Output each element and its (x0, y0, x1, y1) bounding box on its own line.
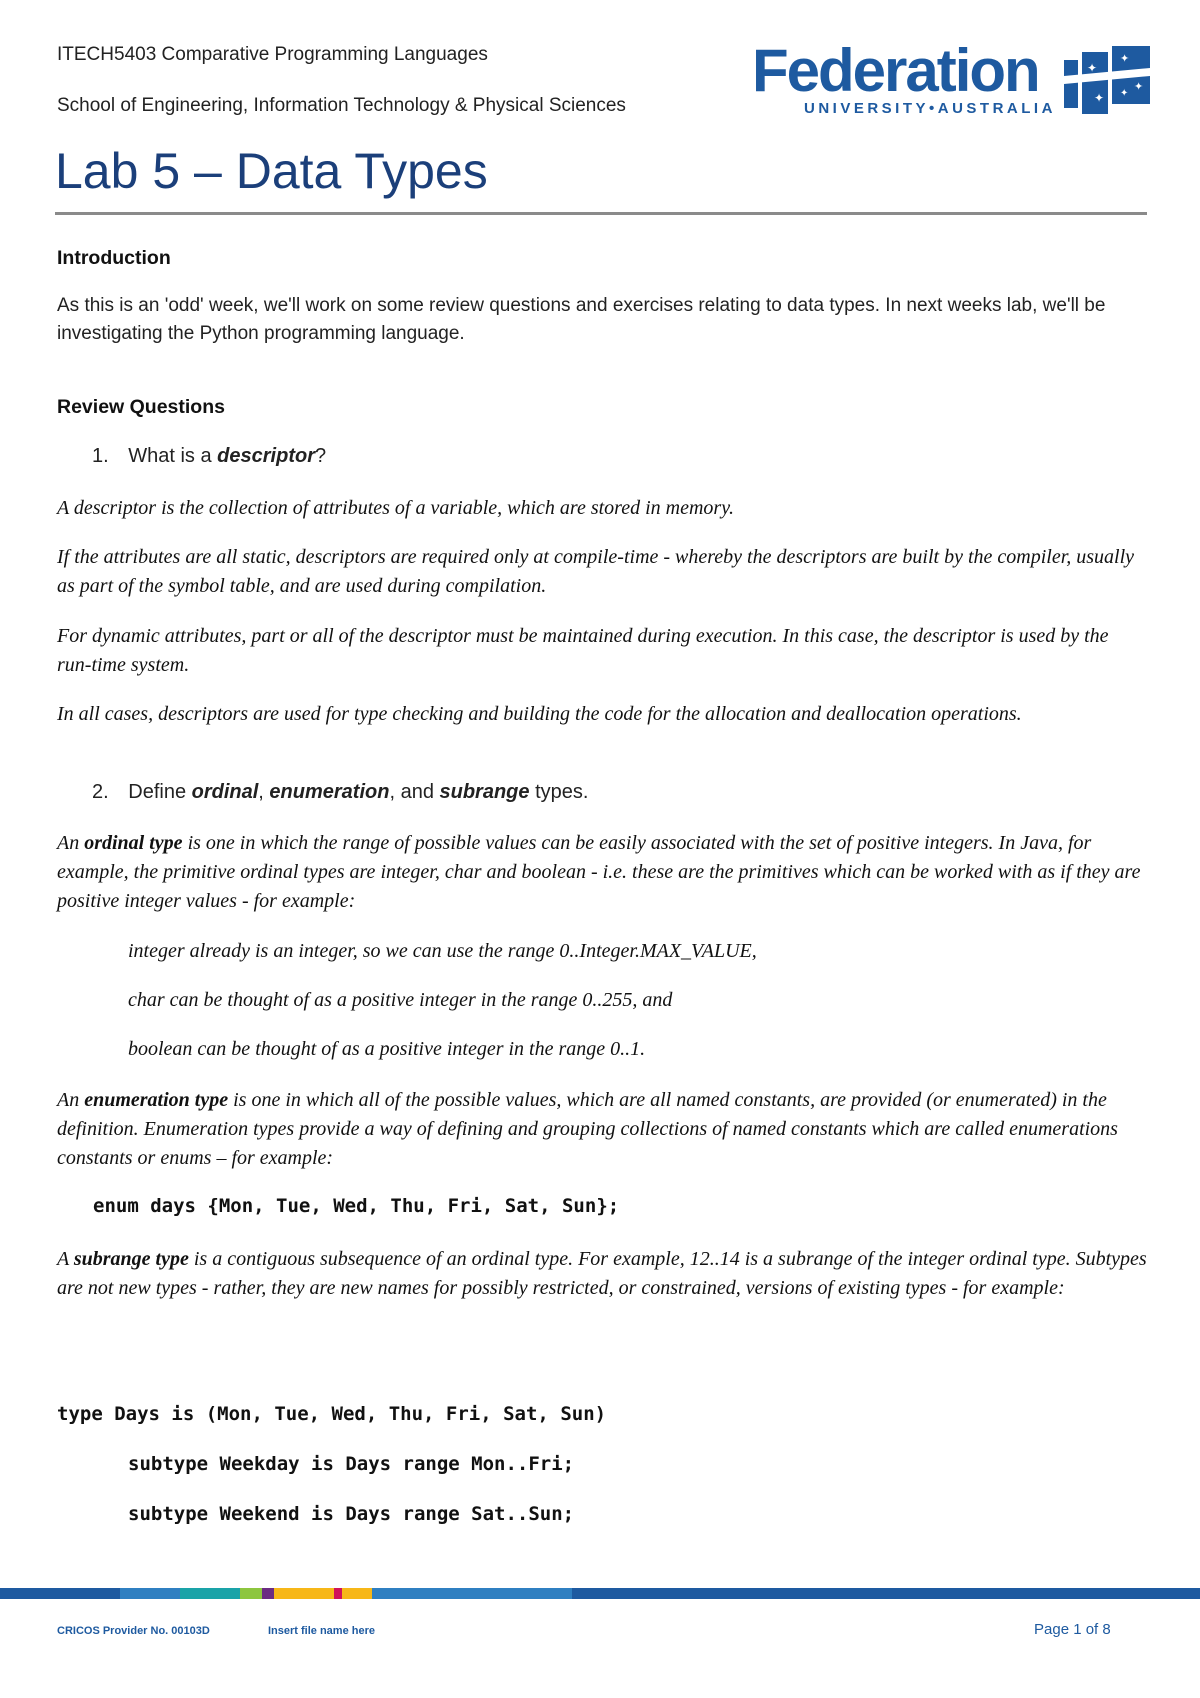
stripe-segment (372, 1588, 572, 1599)
ordinal-term: ordinal type (84, 832, 183, 854)
stripe-segment (120, 1588, 180, 1599)
enum-code: enum days {Mon, Tue, Wed, Thu, Fri, Sat, Sun}; (93, 1195, 620, 1217)
intro-heading: Introduction (57, 247, 171, 269)
logo-subtitle: UNIVERSITY•AUSTRALIA (804, 100, 1056, 117)
answer-1-para-4: In all cases, descriptors are used for type checking and building the code for the allocation and deallocation operations. (57, 703, 1022, 725)
question-text: What is a (128, 445, 218, 467)
question-text: Define (128, 781, 192, 803)
answer-1-para-3: For dynamic attributes, part or all of the descriptor must be maintained during execution. In this case, the descriptor is used by the run-time system. (57, 625, 1109, 676)
term-enumeration: enumeration (269, 781, 390, 803)
question-2 (92, 781, 588, 804)
subrange-prefix: A (57, 1248, 74, 1270)
flag-emblem-icon (1064, 46, 1152, 120)
ordinal-prefix: An (57, 832, 85, 854)
stripe-segment (262, 1588, 274, 1599)
ordinal-definition (57, 829, 1147, 916)
cricos-provider: CRICOS Provider No. 00103D (57, 1625, 210, 1637)
term-subrange: subrange (439, 781, 530, 803)
title-divider (55, 212, 1147, 215)
answer-1-para-1: A descriptor is the collection of attributes of a variable, which are stored in memory. (57, 497, 734, 519)
subrange-definition (57, 1245, 1147, 1303)
intro-text: As this is an 'odd' week, we'll work on some review questions and exercises relating to data types. In next weeks lab, we'll be investigating the Python programming language. (57, 295, 1106, 344)
stripe-segment (274, 1588, 334, 1599)
answer-1-para-2: If the attributes are all static, descriptors are required only at compile-time - whereby the descriptors are built by the compiler, usually as part of the symbol table, and are used during compilation. (57, 546, 1135, 597)
course-title: ITECH5403 Comparative Programming Languages (57, 44, 488, 65)
page-number: Page 1 of 8 (1034, 1621, 1111, 1638)
file-name: Insert file name here (268, 1625, 375, 1637)
enumeration-definition (57, 1086, 1147, 1173)
separator: , (258, 781, 270, 803)
subrange-code-line-2: subtype Weekday is Days range Mon..Fri; (128, 1453, 575, 1475)
school-name: School of Engineering, Information Technology & Physical Sciences (57, 95, 626, 116)
university-logo (752, 36, 1152, 126)
svg-text:✦: ✦ (1134, 80, 1144, 93)
review-heading: Review Questions (57, 396, 225, 418)
question-number: 2. (92, 781, 109, 803)
footer-color-stripe (0, 1588, 1200, 1599)
subrange-text: is a contiguous subsequence of an ordinal type. For example, 12..14 is a subrange of the integer ordinal type. Subtypes are not new types - rather, they are new names for possibly restricted, or constrained, versions of existing types - for example: (57, 1248, 1147, 1299)
stripe-segment (180, 1588, 240, 1599)
question-1 (92, 445, 326, 468)
stripe-segment (342, 1588, 372, 1599)
term-descriptor: descriptor (217, 445, 315, 467)
ordinal-item-1: integer already is an integer, so we can use the range 0..Integer.MAX_VALUE, (128, 940, 757, 962)
stripe-segment (334, 1588, 342, 1599)
question-text-end: ? (314, 445, 327, 467)
ordinal-item-2: char can be thought of as a positive integer in the range 0..255, and (128, 989, 673, 1011)
question-text-end: types. (529, 781, 589, 803)
logo-wordmark: Federation (752, 37, 1039, 104)
stripe-segment (0, 1588, 120, 1599)
ordinal-text: is one in which the range of possible values can be easily associated with the set of positive integers. In Java, for example, the primitive ordinal types are integer, char and boolean - i.e. these are the primitives which can be worked with as if they are positive integer values - for example: (57, 832, 1141, 912)
page-title: Lab 5 – Data Types (55, 143, 488, 199)
svg-text:✦: ✦ (1120, 88, 1129, 99)
stripe-segment (240, 1588, 262, 1599)
term-ordinal: ordinal (191, 781, 259, 803)
enumeration-prefix: An (57, 1089, 85, 1111)
subrange-code-line-3: subtype Weekend is Days range Sat..Sun; (128, 1503, 575, 1525)
separator: , and (389, 781, 440, 803)
question-number: 1. (92, 445, 109, 467)
subrange-term: subrange type (73, 1248, 189, 1270)
svg-text:✦: ✦ (1120, 52, 1130, 65)
subrange-code-line-1: type Days is (Mon, Tue, Wed, Thu, Fri, Sat, Sun) (57, 1403, 607, 1425)
stripe-segment (572, 1588, 1200, 1599)
enumeration-text: is one in which all of the possible values, which are all named constants, are provided (or enumerated) in the definition. Enumeration types provide a way of defining and grouping collections of named constants which are called enumerations constants or enums – for example: (57, 1089, 1118, 1169)
svg-text:✦: ✦ (1087, 61, 1098, 75)
ordinal-item-3: boolean can be thought of as a positive integer in the range 0..1. (128, 1038, 646, 1060)
enumeration-term: enumeration type (84, 1089, 229, 1111)
svg-text:✦: ✦ (1094, 91, 1105, 105)
